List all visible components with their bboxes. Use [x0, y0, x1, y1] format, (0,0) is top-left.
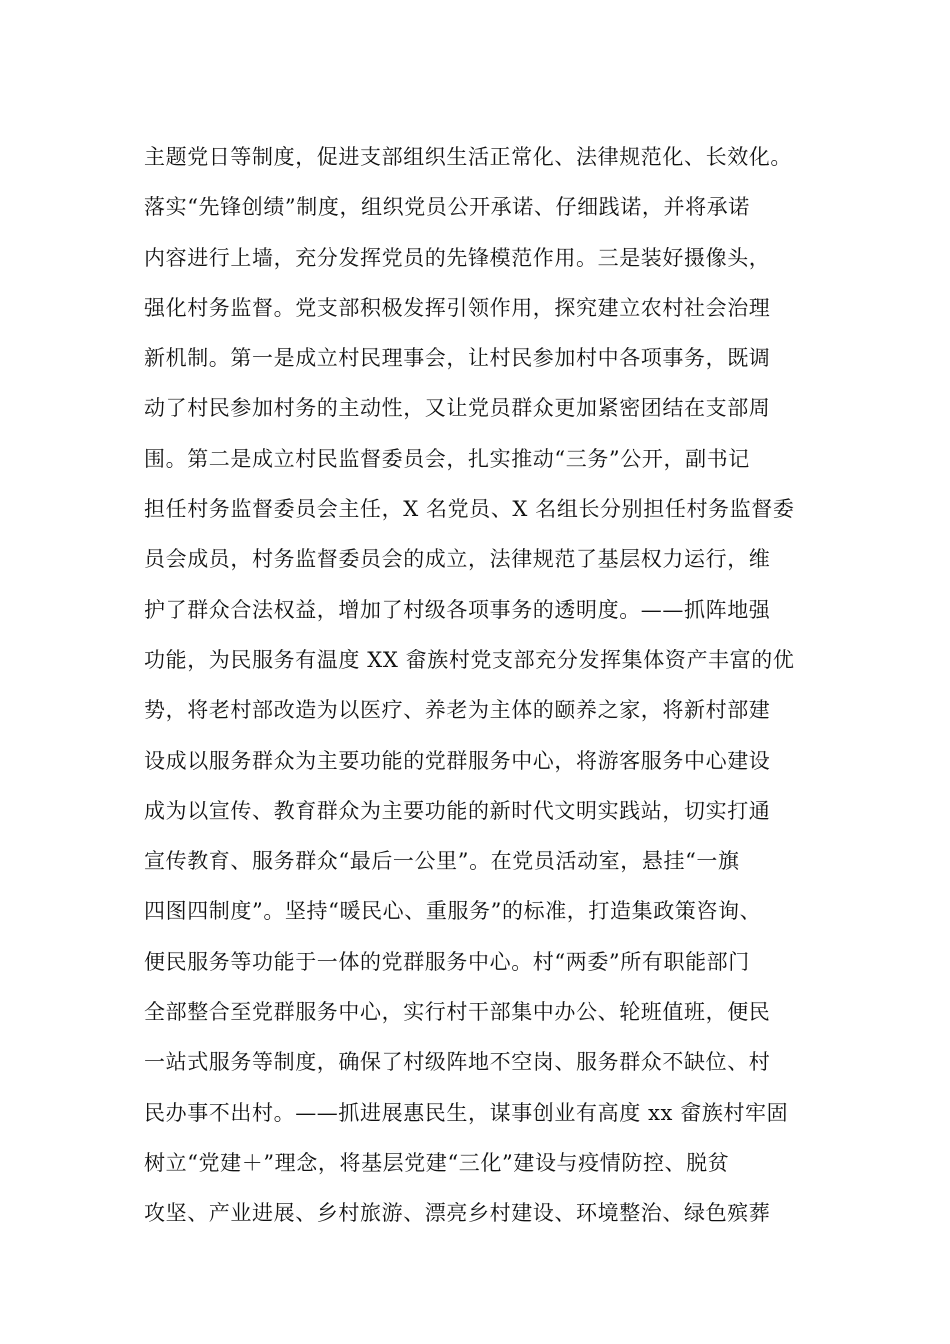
text-line: 强化村务监督。党支部积极发挥引领作用，探究建立农村社会治理	[144, 295, 771, 320]
text-line: 民办事不出村。——抓进展惠民生，谋事创业有高度 xx 畲族村牢固	[144, 1100, 789, 1125]
text-line: 全部整合至党群服务中心，实行村干部集中办公、轮班值班，便民	[144, 1000, 771, 1025]
text-line: 成为以宣传、教育群众为主要功能的新时代文明实践站，切实打通	[144, 798, 771, 823]
text-line: 担任村务监督委员会主任，X 名党员、X 名组长分别担任村务监督委	[144, 497, 795, 522]
text-line: 宣传教育、服务群众“最后一公里”。在党员活动室，悬挂“一旗	[144, 849, 740, 874]
text-line: 动了村民参加村务的主动性，又让党员群众更加紧密团结在支部周	[144, 396, 771, 421]
text-line: 便民服务等功能于一体的党群服务中心。村“两委”所有职能部门	[144, 949, 750, 974]
text-line: 攻坚、产业进展、乡村旅游、漂亮乡村建设、环境整治、绿色殡葬	[144, 1201, 771, 1226]
text-line: 一站式服务等制度，确保了村级阵地不空岗、服务群众不缺位、村	[144, 1050, 771, 1075]
text-line: 落实“先锋创绩”制度，组织党员公开承诺、仔细践诺，并将承诺	[144, 195, 750, 220]
text-line: 设成以服务群众为主要功能的党群服务中心，将游客服务中心建设	[144, 748, 771, 773]
text-line: 新机制。第一是成立村民理事会，让村民参加村中各项事务，既调	[144, 346, 771, 371]
text-line: 护了群众合法权益，增加了村级各项事务的透明度。——抓阵地强	[144, 597, 771, 622]
text-line: 功能，为民服务有温度 XX 畲族村党支部充分发挥集体资产丰富的优	[144, 647, 795, 672]
text-line: 员会成员，村务监督委员会的成立，法律规范了基层权力运行，维	[144, 547, 771, 572]
text-line: 树立“党建＋”理念，将基层党建“三化”建设与疫情防控、脱贫	[144, 1150, 730, 1175]
text-line: 四图四制度”。坚持“暖民心、重服务”的标准，打造集政策咨询、	[144, 899, 762, 924]
text-line: 围。第二是成立村民监督委员会，扎实推动“三务”公开，副书记	[144, 446, 750, 471]
text-line: 主题党日等制度，促进支部组织生活正常化、法律规范化、长效化。	[144, 145, 792, 169]
body-text	[144, 132, 834, 1239]
text-line: 势，将老村部改造为以医疗、养老为主体的颐养之家，将新村部建	[144, 698, 771, 723]
text-line: 内容进行上墙，充分发挥党员的先锋模范作用。三是装好摄像头，	[144, 245, 771, 270]
